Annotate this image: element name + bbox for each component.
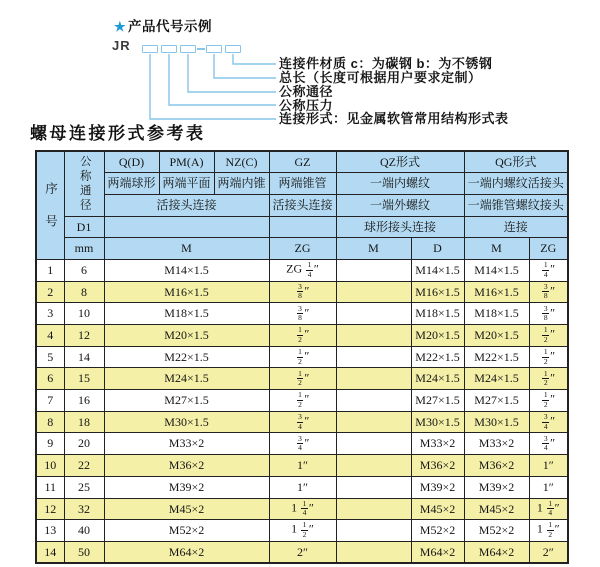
fraction-value: $\frac{1}{2}$: [543, 346, 548, 366]
cell-row-index: 10: [36, 455, 64, 477]
cell-qg-m: M45×2: [464, 498, 529, 520]
cell-metric-thread: M52×2: [104, 520, 269, 542]
cell-qz-d: M16×1.5: [411, 281, 464, 303]
fraction-value: $\frac{1}{2}$: [548, 520, 553, 540]
cell-metric-thread: M24×1.5: [104, 368, 269, 390]
fraction-value: $\frac{3}{8}$: [543, 281, 548, 301]
fraction-value: $\frac{1}{4}$: [302, 498, 307, 518]
code-box-5: [225, 45, 241, 53]
header-conn-qz: 一端外螺纹: [336, 194, 464, 216]
fraction-value: $\frac{1}{4}$: [543, 260, 548, 279]
code-box-2: [161, 45, 177, 53]
cell-qg-m: M39×2: [464, 476, 529, 498]
cell-nominal-diameter: 14: [64, 346, 104, 368]
cell-qz-m: [336, 303, 411, 325]
header-end-nzc: 两端内锥: [214, 173, 269, 195]
code-label-material: 连接件材质 c：为碳钢 b：为不锈钢: [279, 56, 493, 71]
header-conn-qg: 一端锥管螺纹接头: [464, 194, 568, 216]
cell-qg-zg: 1 $\frac{1}{2}$ ″: [529, 520, 568, 542]
fraction-value: $\frac{1}{4}$: [548, 498, 553, 518]
cell-metric-thread: M16×1.5: [104, 281, 269, 303]
cell-metric-thread: M45×2: [104, 498, 269, 520]
cell-qz-d: M27×1.5: [411, 390, 464, 412]
fraction-value: $\frac{1}{2}$: [298, 346, 302, 366]
cell-qg-zg: $\frac{1}{2}$ ″: [529, 325, 568, 347]
cell-qg-m: M24×1.5: [464, 368, 529, 390]
cell-qz-d: M33×2: [411, 433, 464, 455]
header-conn-union: 活接头连接: [104, 194, 269, 216]
cell-nominal-diameter: 32: [64, 498, 104, 520]
cell-row-index: 6: [36, 368, 64, 390]
table-header: [36, 151, 568, 259]
cell-metric-thread: M33×2: [104, 433, 269, 455]
cell-qz-d: M64×2: [411, 541, 464, 563]
code-prefix: JR: [112, 38, 131, 53]
cell-gz-thread: $\frac{3}{4}$ ″: [269, 433, 336, 455]
cell-metric-thread: M39×2: [104, 476, 269, 498]
cell-nominal-diameter: 50: [64, 541, 104, 563]
cell-row-index: 5: [36, 346, 64, 368]
cell-qg-zg: $\frac{1}{2}$ ″: [529, 346, 568, 368]
cell-qg-zg: $\frac{3}{4}$ ″: [529, 433, 568, 455]
header-unit-d: D: [411, 238, 464, 260]
cell-qg-m: M22×1.5: [464, 346, 529, 368]
cell-row-index: 2: [36, 281, 64, 303]
header-diameter-label: 公称通径: [78, 154, 91, 213]
fraction-value: $\frac{1}{2}$: [302, 520, 307, 540]
cell-qg-m: M27×1.5: [464, 390, 529, 412]
star-icon: ★: [114, 19, 126, 34]
cell-row-index: 11: [36, 476, 64, 498]
cell-metric-thread: M27×1.5: [104, 390, 269, 412]
cell-qg-m: M64×2: [464, 541, 529, 563]
cell-qg-zg: 1″: [529, 476, 568, 498]
fraction-value: $\frac{1}{2}$: [298, 390, 302, 409]
header-group-qz: QZ形式: [336, 151, 464, 173]
cell-nominal-diameter: 6: [64, 259, 104, 281]
cell-gz-thread: $\frac{3}{8}$ ″: [269, 281, 336, 303]
table-row: [36, 520, 568, 542]
cell-qg-m: M33×2: [464, 433, 529, 455]
table-row: [36, 541, 568, 563]
header-empty-1: [104, 216, 269, 238]
fraction-value: $\frac{1}{2}$: [543, 390, 548, 409]
cell-metric-thread: M18×1.5: [104, 303, 269, 325]
header-end-qd: 两端球形: [104, 173, 159, 195]
cell-row-index: 7: [36, 390, 64, 412]
cell-qg-m: M16×1.5: [464, 281, 529, 303]
diagram-heading: 产品代号示例: [128, 19, 212, 34]
cell-qg-zg: 1″: [529, 455, 568, 477]
cell-qz-m: [336, 476, 411, 498]
cell-qz-m: [336, 411, 411, 433]
cell-row-index: 12: [36, 498, 64, 520]
code-label-pressure: 公称压力: [279, 98, 334, 113]
cell-qz-m: [336, 455, 411, 477]
fraction-value: $\frac{1}{2}$: [543, 368, 548, 388]
cell-qz-m: [336, 281, 411, 303]
cell-gz-thread: 1 $\frac{1}{2}$ ″: [269, 520, 336, 542]
fraction-value: $\frac{3}{8}$: [298, 281, 302, 301]
cell-qz-m: [336, 520, 411, 542]
cell-qz-d: M20×1.5: [411, 325, 464, 347]
cell-qz-m: [336, 498, 411, 520]
cell-qz-m: [336, 346, 411, 368]
table-row: [36, 303, 568, 325]
cell-qg-zg: $\frac{1}{2}$ ″: [529, 390, 568, 412]
cell-nominal-diameter: 12: [64, 325, 104, 347]
cell-qz-m: [336, 259, 411, 281]
cell-qz-m: [336, 368, 411, 390]
cell-qz-d: M18×1.5: [411, 303, 464, 325]
header-seq-label: 序号: [43, 181, 58, 247]
fraction-value: $\frac{1}{4}$: [307, 260, 312, 279]
table-row: [36, 411, 568, 433]
cell-qz-m: [336, 541, 411, 563]
cell-gz-thread: ZG $\frac{1}{4}$ ″: [269, 259, 336, 281]
header-end-pma: 两端平面: [159, 173, 214, 195]
header-unit-zg1: ZG: [269, 238, 336, 260]
code-label-connection: 连接形式：见金属软管常用结构形式表: [279, 111, 509, 126]
table-row: [36, 259, 568, 281]
table-row: [36, 433, 568, 455]
cell-metric-thread: M30×1.5: [104, 411, 269, 433]
code-label-diameter: 公称通径: [279, 84, 334, 99]
code-box-4: [206, 45, 222, 53]
cell-qg-m: M36×2: [464, 455, 529, 477]
header-d1: D1: [64, 216, 104, 238]
code-box-1: [142, 45, 158, 53]
cell-nominal-diameter: 22: [64, 455, 104, 477]
header-group-nzc: NZ(C): [214, 151, 269, 173]
header-unit-m1: M: [104, 238, 269, 260]
table-row: [36, 281, 568, 303]
cell-nominal-diameter: 40: [64, 520, 104, 542]
code-dash: [197, 48, 205, 50]
cell-metric-thread: M20×1.5: [104, 325, 269, 347]
cell-nominal-diameter: 16: [64, 390, 104, 412]
fraction-value: $\frac{1}{2}$: [298, 325, 302, 344]
cell-qz-d: M36×2: [411, 455, 464, 477]
cell-qz-d: M30×1.5: [411, 411, 464, 433]
header-group-gz: GZ: [269, 151, 336, 173]
cell-gz-thread: 1″: [269, 455, 336, 477]
cell-metric-thread: M22×1.5: [104, 346, 269, 368]
fraction-value: $\frac{3}{4}$: [543, 411, 548, 431]
table-row: [36, 325, 568, 347]
cell-nominal-diameter: 25: [64, 476, 104, 498]
header-unit-zg2: ZG: [529, 238, 568, 260]
cell-row-index: 9: [36, 433, 64, 455]
fraction-value: $\frac{1}{2}$: [543, 325, 548, 344]
header-end-gz: 两端锥管: [269, 173, 336, 195]
cell-nominal-diameter: 8: [64, 281, 104, 303]
cell-gz-thread: 2″: [269, 541, 336, 563]
cell-qz-m: [336, 325, 411, 347]
cell-qz-m: [336, 390, 411, 412]
table-row: [36, 498, 568, 520]
cell-qz-d: M39×2: [411, 476, 464, 498]
table-row: [36, 346, 568, 368]
cell-gz-thread: 1 $\frac{1}{4}$ ″: [269, 498, 336, 520]
cell-qg-m: M14×1.5: [464, 259, 529, 281]
cell-nominal-diameter: 10: [64, 303, 104, 325]
cell-gz-thread: $\frac{3}{4}$ ″: [269, 411, 336, 433]
cell-metric-thread: M14×1.5: [104, 259, 269, 281]
cell-metric-thread: M64×2: [104, 541, 269, 563]
nut-connection-reference-table: [35, 150, 569, 564]
header-empty-2: [269, 216, 336, 238]
cell-nominal-diameter: 18: [64, 411, 104, 433]
table-row: [36, 455, 568, 477]
cell-row-index: 3: [36, 303, 64, 325]
cell-qz-d: M22×1.5: [411, 346, 464, 368]
cell-nominal-diameter: 15: [64, 368, 104, 390]
cell-qz-d: M52×2: [411, 520, 464, 542]
header-mm: mm: [64, 238, 104, 260]
cell-qg-m: M18×1.5: [464, 303, 529, 325]
cell-qg-m: M20×1.5: [464, 325, 529, 347]
table-row: [36, 476, 568, 498]
fraction-value: $\frac{3}{4}$: [298, 411, 302, 431]
header-unit-m2: M: [336, 238, 411, 260]
cell-metric-thread: M36×2: [104, 455, 269, 477]
header-connect: 连接: [464, 216, 568, 238]
cell-qg-zg: $\frac{1}{2}$ ″: [529, 368, 568, 390]
header-group-pma: PM(A): [159, 151, 214, 173]
cell-qz-d: M45×2: [411, 498, 464, 520]
cell-qz-d: M24×1.5: [411, 368, 464, 390]
fraction-value: $\frac{1}{2}$: [298, 368, 302, 388]
table-row: [36, 390, 568, 412]
header-end-qz: 一端内螺纹: [336, 173, 464, 195]
cell-gz-thread: $\frac{1}{2}$ ″: [269, 325, 336, 347]
header-end-qg: 一端内螺纹活接头: [464, 173, 568, 195]
cell-qg-zg: $\frac{3}{8}$ ″: [529, 303, 568, 325]
cell-qz-d: M14×1.5: [411, 259, 464, 281]
cell-gz-thread: $\frac{1}{2}$ ″: [269, 346, 336, 368]
cell-qz-m: [336, 433, 411, 455]
code-label-length: 总长（长度可根据用户要求定制）: [279, 70, 482, 85]
header-ball-joint: 球形接头连接: [336, 216, 464, 238]
table-row: [36, 368, 568, 390]
cell-qg-zg: $\frac{3}{8}$ ″: [529, 281, 568, 303]
header-unit-m3: M: [464, 238, 529, 260]
fraction-value: $\frac{3}{4}$: [543, 433, 548, 453]
table-title: 螺母连接形式参考表: [30, 124, 206, 143]
header-conn-gz: 活接头连接: [269, 194, 336, 216]
cell-gz-thread: $\frac{1}{2}$ ″: [269, 368, 336, 390]
cell-row-index: 4: [36, 325, 64, 347]
cell-qg-m: M30×1.5: [464, 411, 529, 433]
table-body: [36, 259, 568, 563]
cell-row-index: 13: [36, 520, 64, 542]
cell-qg-zg: $\frac{1}{4}$ ″: [529, 259, 568, 281]
header-seq: [36, 151, 64, 259]
fraction-value: $\frac{3}{4}$: [298, 433, 302, 453]
cell-row-index: 1: [36, 259, 64, 281]
header-group-qd: Q(D): [104, 151, 159, 173]
cell-gz-thread: $\frac{3}{8}$ ″: [269, 303, 336, 325]
fraction-value: $\frac{3}{8}$: [298, 303, 302, 323]
cell-row-index: 8: [36, 411, 64, 433]
fraction-value: $\frac{3}{8}$: [543, 303, 548, 323]
cell-qg-zg: $\frac{3}{4}$ ″: [529, 411, 568, 433]
cell-qg-m: M52×2: [464, 520, 529, 542]
header-diameter: [64, 151, 104, 216]
cell-nominal-diameter: 20: [64, 433, 104, 455]
code-box-3: [180, 45, 196, 53]
cell-gz-thread: 1″: [269, 476, 336, 498]
cell-qg-zg: 2″: [529, 541, 568, 563]
cell-qg-zg: 1 $\frac{1}{4}$ ″: [529, 498, 568, 520]
header-group-qg: QG形式: [464, 151, 568, 173]
cell-gz-thread: $\frac{1}{2}$ ″: [269, 390, 336, 412]
cell-row-index: 14: [36, 541, 64, 563]
